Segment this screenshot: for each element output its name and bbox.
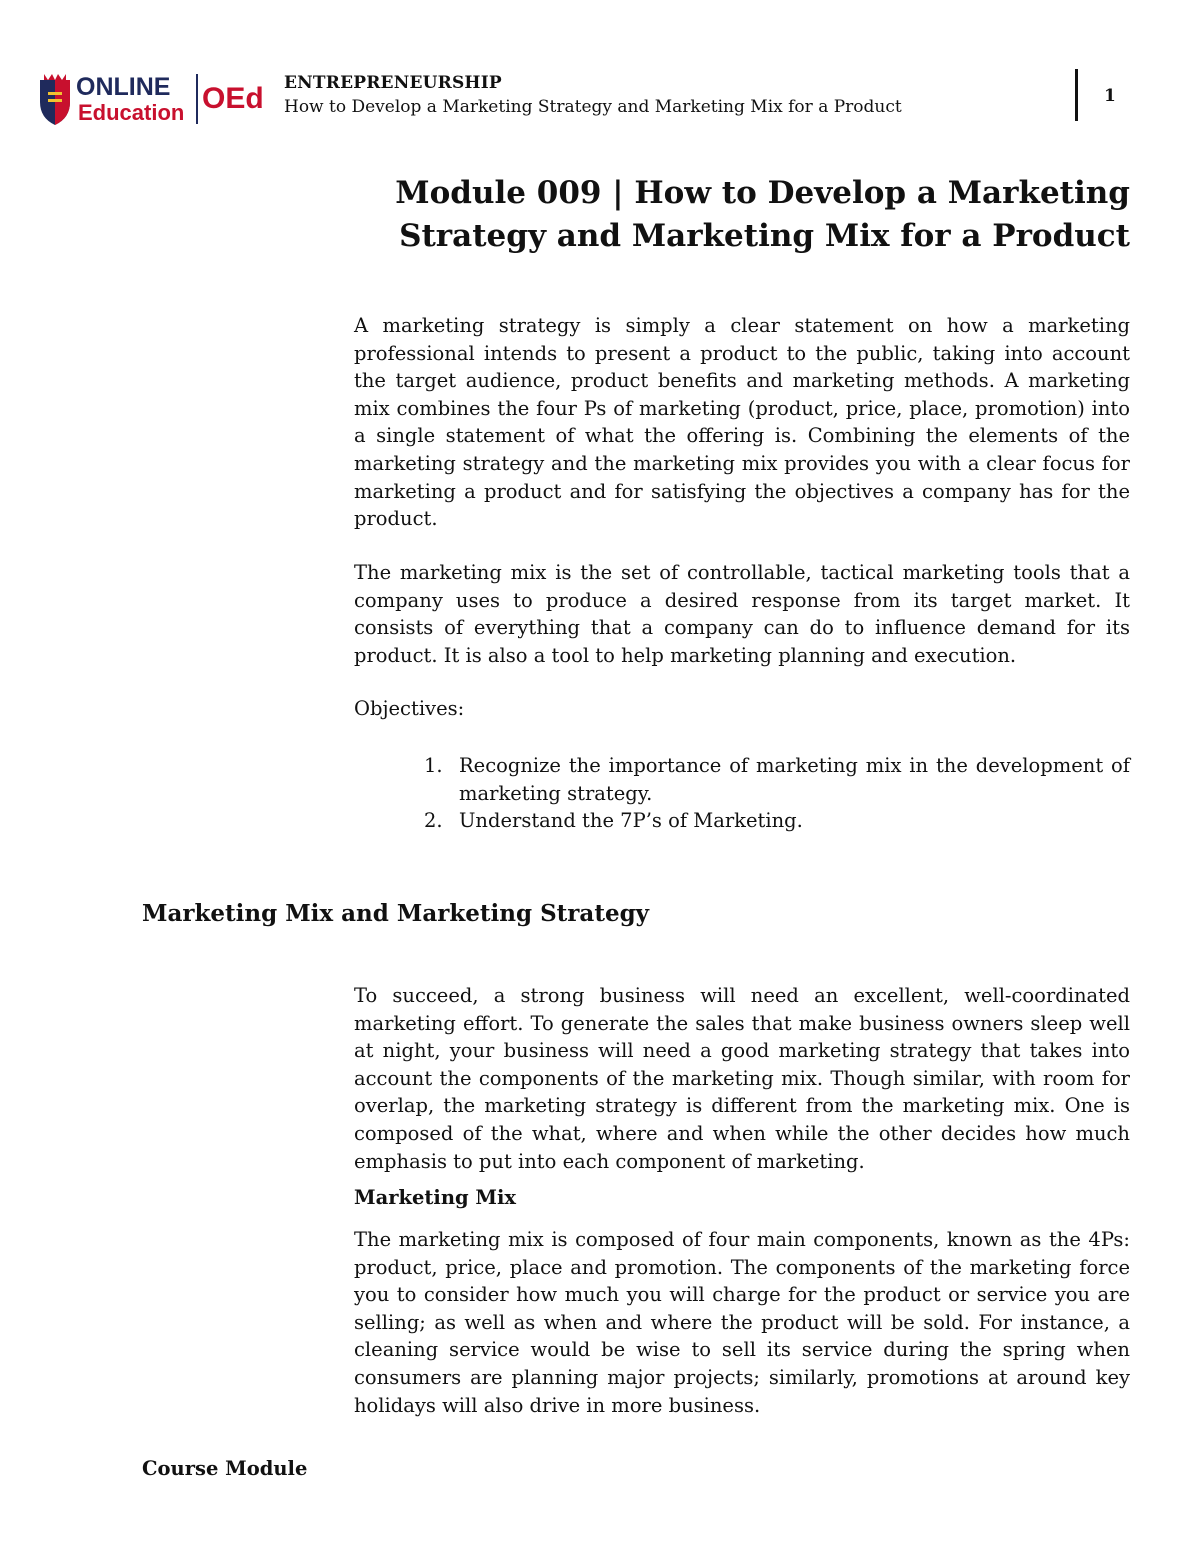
online-education-logo [36, 70, 272, 128]
module-title-line1: Module 009 | How to Develop a Marketing [395, 175, 1130, 211]
footer-label: Course Module [142, 1457, 308, 1480]
list-item-number: 2. [424, 809, 443, 833]
list-item-text: Recognize the importance of marketing mix in the development of marketing strategy. [459, 754, 1130, 805]
section-paragraph-2 [354, 1226, 1130, 1419]
page-number: 1 [1104, 86, 1116, 106]
subsection-heading: Marketing Mix [354, 1186, 517, 1209]
section-heading: Marketing Mix and Marketing Strategy [142, 900, 650, 927]
header-course-name: ENTREPRENEURSHIP [284, 73, 502, 93]
section-paragraph-2-text: The marketing mix is composed of four main components, known as the 4Ps: product, price, place and promotion. The components of the marketing force you to consider how much you will charge for the product or service you are selling; as well as when and where the product will be sold. For instance, a cleaning service would be wise to sell its service during the spring when consumers are planning major projects; similarly, promotions at around key holidays will also drive in more business. [354, 1228, 1130, 1417]
header-subtitle: How to Develop a Marketing Strategy and Marketing Mix for a Product [284, 97, 902, 117]
objectives-list [424, 752, 1130, 835]
section-paragraph-1 [354, 982, 1130, 1175]
header-divider [1075, 69, 1078, 121]
module-title-line2: Strategy and Marketing Mix for a Product [399, 218, 1130, 254]
intro-paragraph-2 [354, 559, 1130, 669]
list-item [424, 752, 1130, 807]
intro-paragraph-1 [354, 312, 1130, 533]
list-item-text: Understand the 7P’s of Marketing. [459, 809, 803, 833]
list-item-number: 1. [424, 754, 443, 777]
logo-brand-line1: ONLINE [76, 73, 171, 101]
logo-brand-line2: Education [78, 100, 185, 125]
intro-paragraph-2-text: The marketing mix is the set of controllable, tactical marketing tools that a company uses to produce a desired response from its target market. It consists of everything that a company can do to influence demand for its product. It is also a tool to help marketing planning and execution. [354, 561, 1130, 667]
intro-paragraph-1-text: A marketing strategy is simply a clear statement on how a marketing professional intends to present a product to the public, taking into account the target audience, product benefits and marketing methods. A marketing mix combines the four Ps of marketing (product, price, place, promotion) into a single statement of what the offering is. Combining the elements of the marketing strategy and the marketing mix provides you with a clear focus for marketing a product and for satisfying the objectives a company has for the product. [354, 314, 1130, 531]
logo-brand-mark: OEd [202, 82, 264, 115]
section-paragraph-1-text: To succeed, a strong business will need an excellent, well-coordinated marketing effort. To generate the sales that make business owners sleep well at night, your business will need a good marketing strategy that takes into account the components of the marketing mix. Though similar, with room for overlap, the marketing strategy is different from the marketing mix. One is composed of the what, where and when while the other decides how much emphasis to put into each component of marketing. [354, 984, 1130, 1173]
objectives-label: Objectives: [354, 697, 465, 720]
list-item [424, 807, 1130, 835]
module-title [370, 172, 1130, 258]
